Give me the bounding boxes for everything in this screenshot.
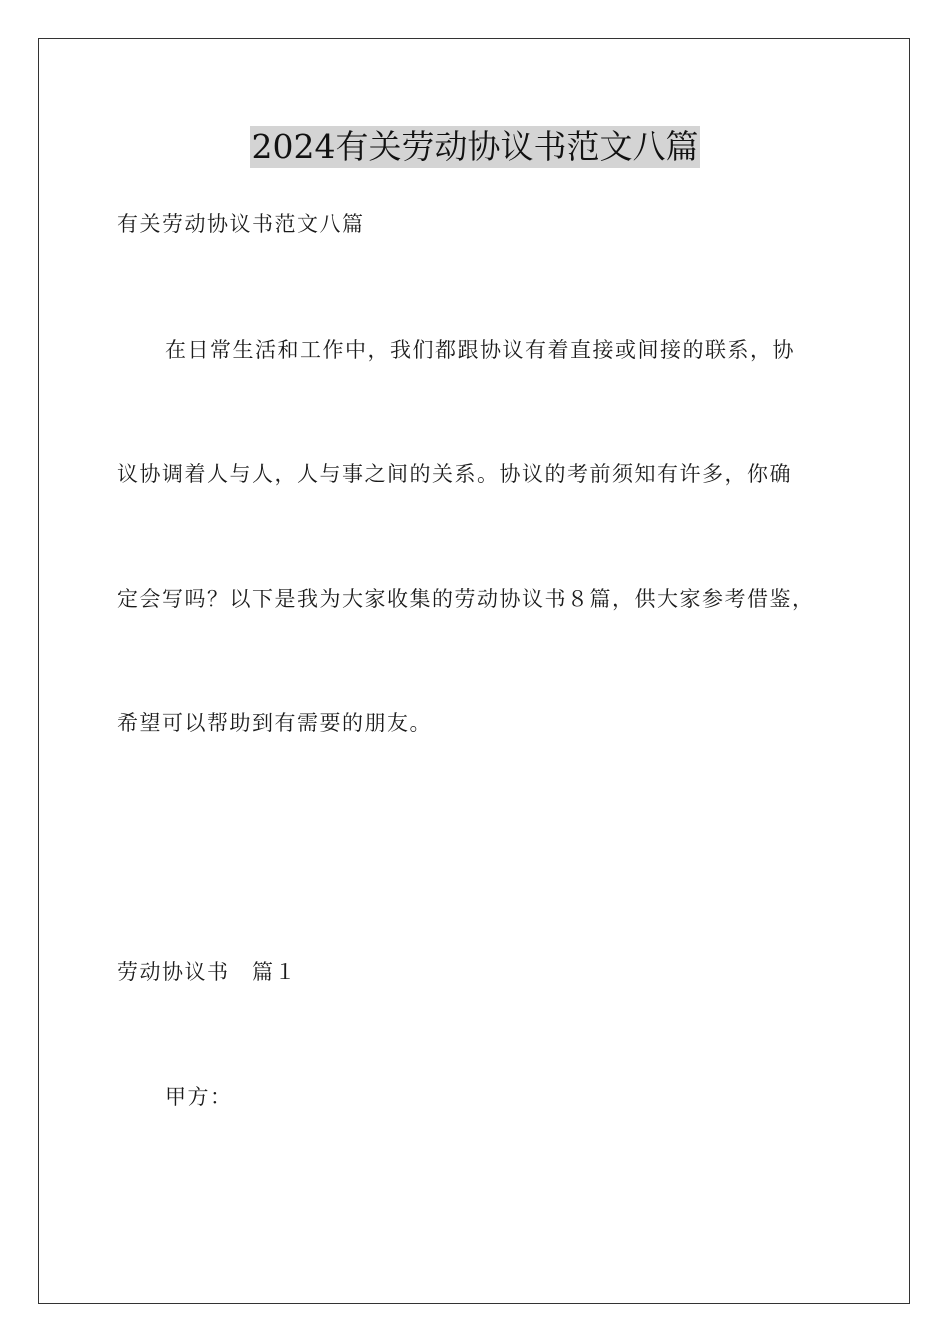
intro-line-4: 希望可以帮助到有需要的朋友。 bbox=[117, 711, 432, 735]
intro-line-3: 定会写吗？以下是我为大家收集的劳动协议书８篇，供大家参考借鉴， bbox=[117, 587, 815, 611]
document-title: 2024有关劳动协议书范文八篇 bbox=[251, 127, 699, 166]
party-a-label: 甲方： bbox=[165, 1085, 233, 1109]
intro-line-2: 议协调着人与人，人与事之间的关系。协议的考前须知有许多，你确 bbox=[117, 462, 792, 486]
intro-line-1: 在日常生活和工作中，我们都跟协议有着直接或间接的联系，协 bbox=[165, 338, 795, 362]
document-subtitle: 有关劳动协议书范文八篇 bbox=[117, 212, 365, 236]
section-heading: 劳动协议书 篇１ bbox=[117, 960, 297, 984]
title-container bbox=[0, 126, 950, 168]
